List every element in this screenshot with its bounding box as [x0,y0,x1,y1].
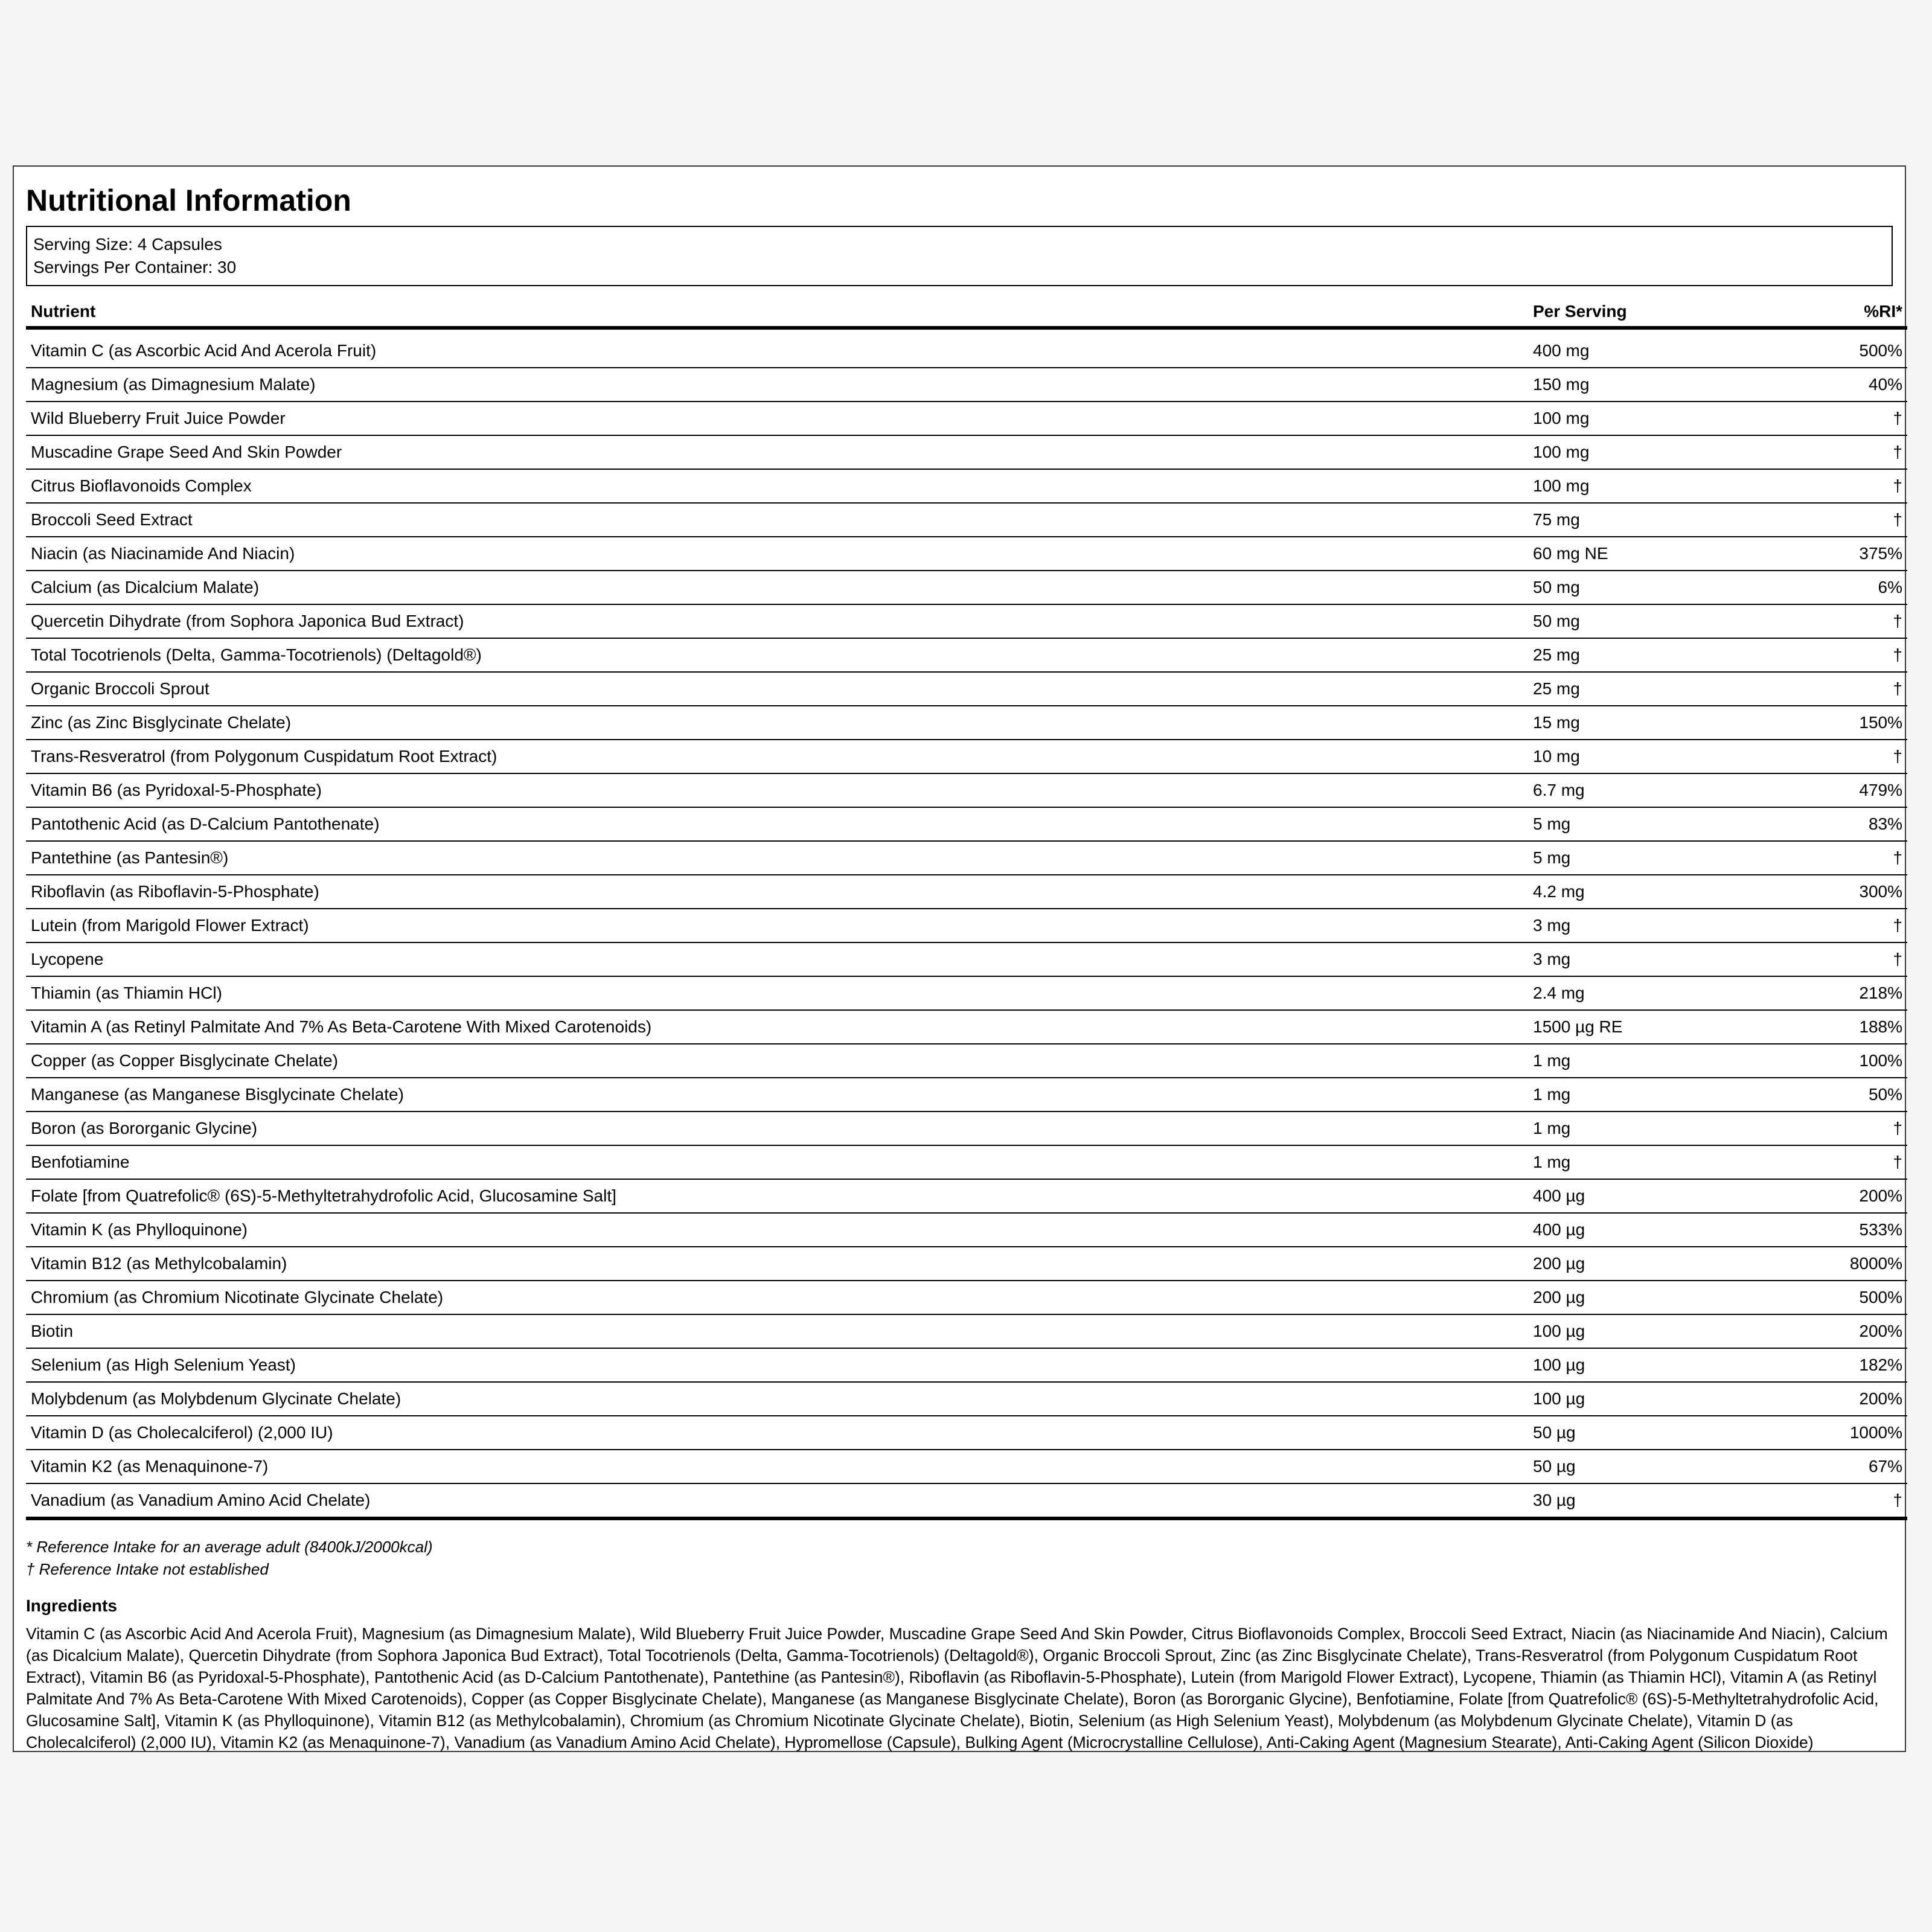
ri-percent: 479% [1782,773,1907,807]
per-serving-amount: 200 µg [1528,1247,1782,1281]
header-nutrient: Nutrient [26,297,1528,328]
ri-percent: † [1782,401,1907,435]
table-row [26,469,1907,503]
per-serving-amount: 100 mg [1528,435,1782,469]
table-row [26,773,1907,807]
ri-percent: † [1782,435,1907,469]
nutrient-name: Magnesium (as Dimagnesium Malate) [26,368,1528,401]
table-row [26,1044,1907,1078]
table-row [26,571,1907,604]
table-row [26,1416,1907,1450]
table-row [26,672,1907,706]
nutrient-name: Zinc (as Zinc Bisglycinate Chelate) [26,706,1528,740]
ri-percent: 533% [1782,1213,1907,1247]
table-row [26,1281,1907,1314]
table-row [26,1112,1907,1145]
table-row [26,1450,1907,1483]
ri-percent: 8000% [1782,1247,1907,1281]
ri-percent: 300% [1782,875,1907,909]
table-row [26,1483,1907,1518]
per-serving-amount: 15 mg [1528,706,1782,740]
per-serving-amount: 1 mg [1528,1078,1782,1112]
ingredients-heading: Ingredients [26,1596,117,1615]
ri-percent: 67% [1782,1450,1907,1483]
per-serving-amount: 100 µg [1528,1382,1782,1416]
ingredients-list: Vitamin C (as Ascorbic Acid And Acerola Fruit), Magnesium (as Dimagnesium Malate), Wild Blueberry Fruit Juice Powder, Muscadine Grape Seed And Skin Powder, Citrus Bioflavonoids Complex, Broccoli Seed Extract, Niacin (as Niacinamide And Niacin), Calcium (as Dicalcium Malate), Quercetin Dihydrate (from Sophora Japonica Bud Extract), Total Tocotrienols (Delta, Gamma-Tocotrienols) (Deltagold®), Organic Broccoli Sprout, Zinc (as Zinc Bisglycinate Chelate), Trans-Resveratrol (from Polygonum Cuspidatum Root Extract), Vitamin B6 (as Pyridoxal-5-Phosphate), Pantothenic Acid (as D-Calcium Pantothenate), Pantethine (as Pantesin®), Riboflavin (as Riboflavin-5-Phosphate), Lutein (from Marigold Flower Extract), Lycopene, Thiamin (as Thiamin HCl), Vitamin A (as Retinyl Palmitate And 7% As Beta-Carotene With Mixed Carotenoids), Copper (as Copper Bisglycinate Chelate), Manganese (as Manganese Bisglycinate Chelate), Boron (as Bororganic Glycine), Benfotiamine, Folate [from Quatrefolic® (6S)-5-Methyltetrahydrofolic Acid, Glucosamine Salt], Vitamin K (as Phylloquinone), Vitamin B12 (as Methylcobalamin), Chromium (as Chromium Nicotinate Glycinate Chelate), Biotin, Selenium (as High Selenium Yeast), Molybdenum (as Molybdenum Glycinate Chelate), Vitamin D (as Cholecalciferol) (2,000 IU), Vitamin K2 (as Menaquinone-7), Vanadium (as Vanadium Amino Acid Chelate), Hypromellose (Capsule), Bulking Agent (Microcrystalline Cellulose), Anti-Caking Agent (Magnesium Stearate), Anti-Caking Agent (Silicon Dioxide) [26,1625,1888,1751]
ri-percent: † [1782,841,1907,875]
per-serving-amount: 100 mg [1528,469,1782,503]
nutrient-name: Broccoli Seed Extract [26,503,1528,537]
nutrient-name: Copper (as Copper Bisglycinate Chelate) [26,1044,1528,1078]
ri-percent: 500% [1782,1281,1907,1314]
servings-per-container: Servings Per Container: 30 [33,258,237,277]
nutrient-name: Thiamin (as Thiamin HCl) [26,976,1528,1010]
table-row [26,638,1907,672]
ri-percent: 218% [1782,976,1907,1010]
nutrient-name: Niacin (as Niacinamide And Niacin) [26,537,1528,571]
nutrient-name: Biotin [26,1314,1528,1348]
panel-title: Nutritional Information [26,184,351,217]
ri-percent: † [1782,469,1907,503]
per-serving-amount: 50 mg [1528,604,1782,638]
nutrient-name: Total Tocotrienols (Delta, Gamma-Tocotrienols) (Deltagold®) [26,638,1528,672]
ri-percent: 40% [1782,368,1907,401]
table-row [26,1213,1907,1247]
table-row [26,435,1907,469]
per-serving-amount: 400 µg [1528,1213,1782,1247]
nutrient-name: Lycopene [26,942,1528,976]
nutrient-name: Quercetin Dihydrate (from Sophora Japonica Bud Extract) [26,604,1528,638]
table-row [26,334,1907,368]
per-serving-amount: 400 mg [1528,334,1782,368]
nutrient-name: Molybdenum (as Molybdenum Glycinate Chelate) [26,1382,1528,1416]
per-serving-amount: 5 mg [1528,841,1782,875]
table-row [26,807,1907,841]
per-serving-amount: 150 mg [1528,368,1782,401]
table-row [26,740,1907,773]
per-serving-amount: 6.7 mg [1528,773,1782,807]
table-body [26,328,1907,1518]
per-serving-amount: 100 µg [1528,1348,1782,1382]
table-row [26,1348,1907,1382]
nutrient-name: Vitamin K (as Phylloquinone) [26,1213,1528,1247]
footnotes [26,1536,1893,1581]
ri-percent: 375% [1782,537,1907,571]
table-row [26,976,1907,1010]
per-serving-amount: 1 mg [1528,1044,1782,1078]
ri-percent: 182% [1782,1348,1907,1382]
ri-percent: † [1782,740,1907,773]
serving-size: Serving Size: 4 Capsules [33,235,222,254]
per-serving-amount: 1 mg [1528,1112,1782,1145]
nutrient-name: Muscadine Grape Seed And Skin Powder [26,435,1528,469]
per-serving-amount: 50 µg [1528,1450,1782,1483]
table-row [26,401,1907,435]
per-serving-amount: 1 mg [1528,1145,1782,1179]
ri-percent: 1000% [1782,1416,1907,1450]
ri-percent: † [1782,909,1907,942]
header-per-serving: Per Serving [1528,297,1782,328]
nutrient-name: Vitamin C (as Ascorbic Acid And Acerola Fruit) [26,334,1528,368]
footnote-ri-reference: * Reference Intake for an average adult (8400kJ/2000kcal) [26,1538,433,1556]
ri-percent: † [1782,942,1907,976]
ri-percent: 200% [1782,1314,1907,1348]
per-serving-amount: 100 mg [1528,401,1782,435]
serving-info-box [26,226,1893,286]
table-row [26,1382,1907,1416]
nutrient-name: Calcium (as Dicalcium Malate) [26,571,1528,604]
footnote-ri-not-established: † Reference Intake not established [26,1560,269,1578]
per-serving-amount: 200 µg [1528,1281,1782,1314]
nutrient-table [26,297,1907,1520]
table-row [26,841,1907,875]
nutrient-name: Boron (as Bororganic Glycine) [26,1112,1528,1145]
ri-percent: † [1782,1483,1907,1518]
table-row [26,503,1907,537]
per-serving-amount: 50 µg [1528,1416,1782,1450]
per-serving-amount: 2.4 mg [1528,976,1782,1010]
per-serving-amount: 75 mg [1528,503,1782,537]
nutrient-name: Trans-Resveratrol (from Polygonum Cuspidatum Root Extract) [26,740,1528,773]
ri-percent: † [1782,672,1907,706]
ri-percent: 83% [1782,807,1907,841]
ri-percent: 200% [1782,1179,1907,1213]
per-serving-amount: 30 µg [1528,1483,1782,1518]
per-serving-amount: 25 mg [1528,672,1782,706]
table-row [26,1145,1907,1179]
table-row [26,604,1907,638]
table-row [26,942,1907,976]
ri-percent: † [1782,503,1907,537]
ri-percent: 188% [1782,1010,1907,1044]
nutrient-name: Selenium (as High Selenium Yeast) [26,1348,1528,1382]
table-row [26,1247,1907,1281]
per-serving-amount: 4.2 mg [1528,875,1782,909]
table-row [26,706,1907,740]
ri-percent: 50% [1782,1078,1907,1112]
ri-percent: † [1782,604,1907,638]
nutrient-name: Pantothenic Acid (as D-Calcium Pantothenate) [26,807,1528,841]
per-serving-amount: 5 mg [1528,807,1782,841]
header-ri: %RI* [1782,297,1907,328]
nutrient-name: Vitamin A (as Retinyl Palmitate And 7% As Beta-Carotene With Mixed Carotenoids) [26,1010,1528,1044]
table-row [26,909,1907,942]
nutrition-panel [13,165,1906,1752]
table-row [26,1314,1907,1348]
nutrient-name: Vitamin B6 (as Pyridoxal-5-Phosphate) [26,773,1528,807]
table-header-row [26,297,1907,328]
table-row [26,1010,1907,1044]
per-serving-amount: 60 mg NE [1528,537,1782,571]
nutrient-name: Vitamin B12 (as Methylcobalamin) [26,1247,1528,1281]
ri-percent: 500% [1782,334,1907,368]
nutrient-name: Chromium (as Chromium Nicotinate Glycinate Chelate) [26,1281,1528,1314]
per-serving-amount: 1500 µg RE [1528,1010,1782,1044]
ri-percent: 100% [1782,1044,1907,1078]
nutrient-name: Benfotiamine [26,1145,1528,1179]
nutrient-name: Wild Blueberry Fruit Juice Powder [26,401,1528,435]
table-row [26,1078,1907,1112]
table-row [26,368,1907,401]
per-serving-amount: 50 mg [1528,571,1782,604]
nutrient-name: Lutein (from Marigold Flower Extract) [26,909,1528,942]
nutrient-name: Manganese (as Manganese Bisglycinate Chelate) [26,1078,1528,1112]
ri-percent: 200% [1782,1382,1907,1416]
nutrient-name: Organic Broccoli Sprout [26,672,1528,706]
nutrient-name: Vitamin K2 (as Menaquinone-7) [26,1450,1528,1483]
nutrient-name: Riboflavin (as Riboflavin-5-Phosphate) [26,875,1528,909]
per-serving-amount: 3 mg [1528,942,1782,976]
ri-percent: † [1782,1145,1907,1179]
table-row [26,1179,1907,1213]
ri-percent: † [1782,1112,1907,1145]
table-row [26,537,1907,571]
table-spacer [26,328,1907,334]
per-serving-amount: 100 µg [1528,1314,1782,1348]
per-serving-amount: 400 µg [1528,1179,1782,1213]
ri-percent: † [1782,638,1907,672]
ri-percent: 150% [1782,706,1907,740]
per-serving-amount: 3 mg [1528,909,1782,942]
nutrient-name: Folate [from Quatrefolic® (6S)-5-Methyltetrahydrofolic Acid, Glucosamine Salt] [26,1179,1528,1213]
ri-percent: 6% [1782,571,1907,604]
nutrient-name: Pantethine (as Pantesin®) [26,841,1528,875]
nutrient-name: Vanadium (as Vanadium Amino Acid Chelate) [26,1483,1528,1518]
table-row [26,875,1907,909]
nutrient-name: Citrus Bioflavonoids Complex [26,469,1528,503]
nutrient-name: Vitamin D (as Cholecalciferol) (2,000 IU) [26,1416,1528,1450]
per-serving-amount: 10 mg [1528,740,1782,773]
per-serving-amount: 25 mg [1528,638,1782,672]
